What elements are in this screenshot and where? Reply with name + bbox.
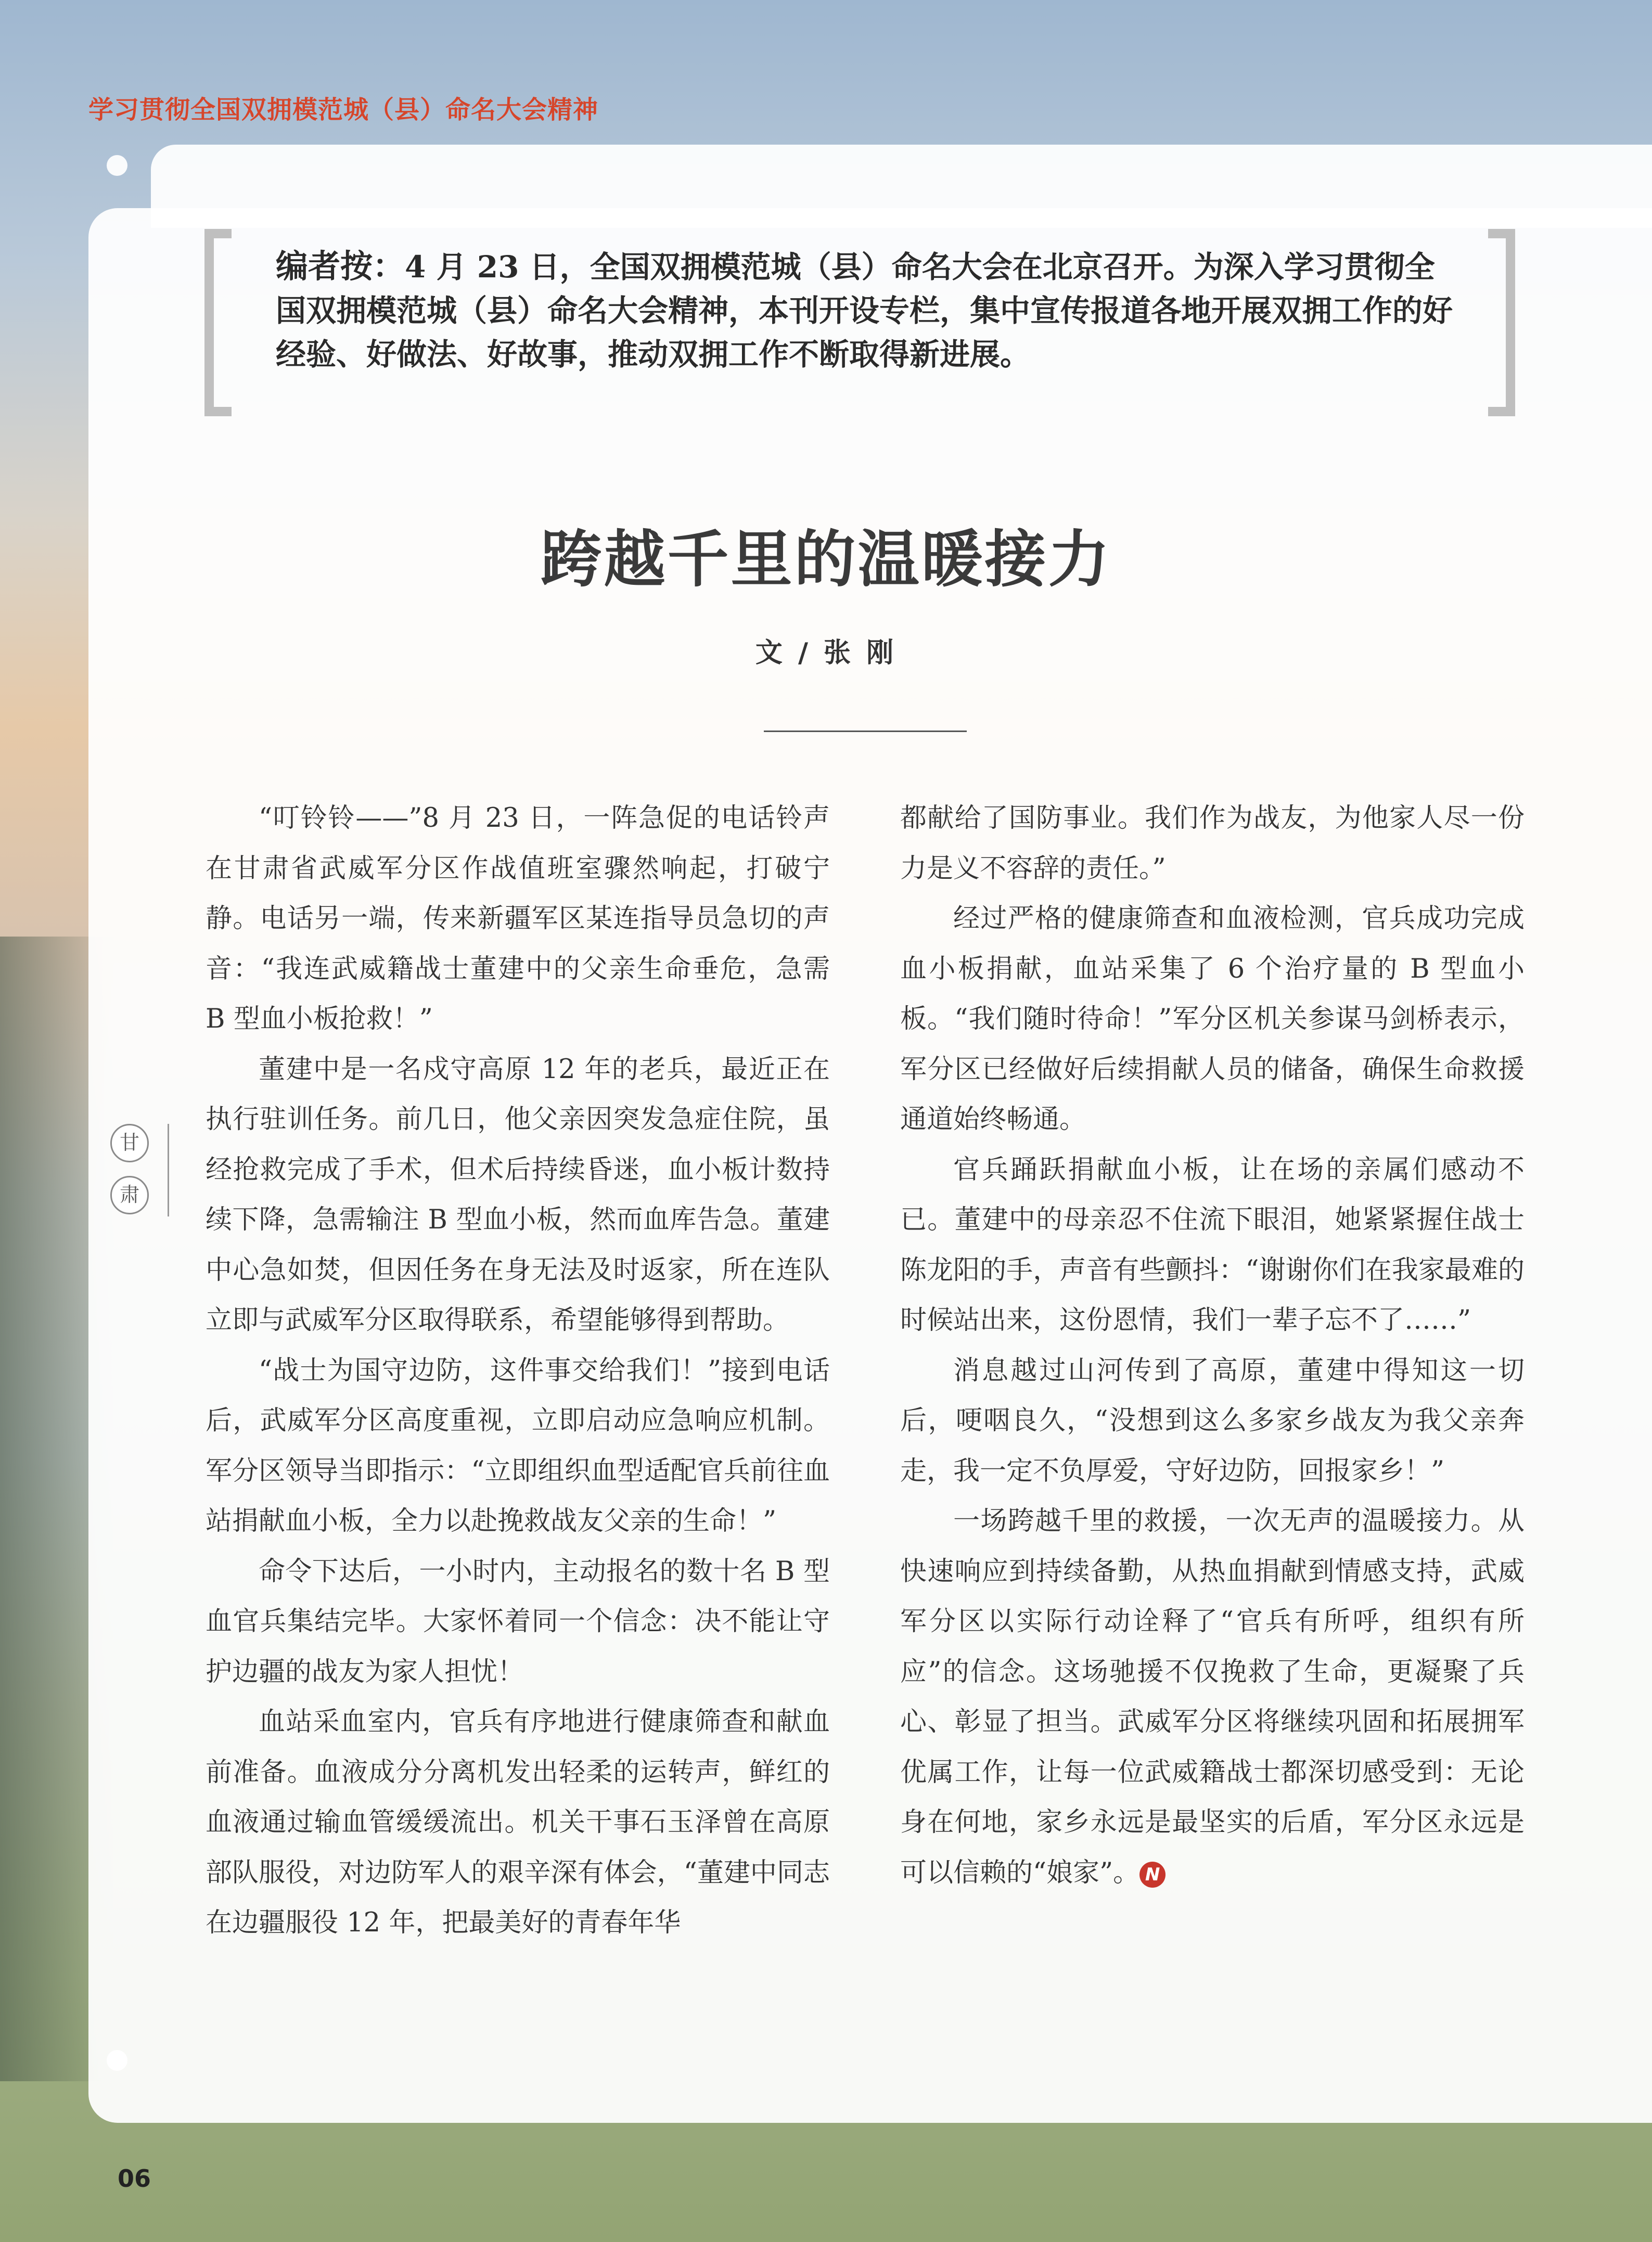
paragraph: “战士为国守边防，这件事交给我们！”接到电话后，武威军分区高度重视，立即启动应急响应机制。军分区领导当即指示：“立即组织血型适配官兵前往血站捐献血小板，全力以赴挽救战友父亲的生命！” xyxy=(206,1355,830,1536)
panel-notch xyxy=(107,2050,127,2071)
region-char: 甘 xyxy=(110,1124,149,1162)
page-number: 06 xyxy=(118,2164,151,2193)
editor-note-label: 编者按： xyxy=(276,247,405,285)
paragraph: 董建中是一名戍守高原 12 年的老兵，最近正在执行驻训任务。前几日，他父亲因突发急症住院，虽经抢救完成了手术，但术后持续昏迷，血小板计数持续下降，急需输注 B 型血小板，然而血库告急。董建中心急如焚，但因任务在身无法及时返家，所在连队立即与武威军分区取得联系，希望能够得到帮助。 xyxy=(206,1054,830,1336)
editor-note-text: 4 月 23 日，全国双拥模范城（县）命名大会在北京召开。为深入学习贯彻全国双拥模范城（县）命名大会精神，本刊开设专栏，集中宣传报道各地开展双拥工作的好经验、好做法、好故事，推动双拥工作不断取得新进展。 xyxy=(276,249,1453,372)
editor-note xyxy=(276,245,1462,376)
article-column-right xyxy=(900,793,1525,1898)
right-bracket xyxy=(1488,229,1515,416)
region-side-tag xyxy=(110,1124,168,1228)
title-divider xyxy=(764,731,967,732)
end-mark-icon: N xyxy=(1139,1862,1166,1888)
article-byline: 文 / 张 刚 xyxy=(755,637,897,669)
panel-notch xyxy=(107,155,127,176)
article-column-left xyxy=(206,793,830,1949)
paragraph-final xyxy=(900,1496,1525,1898)
region-char: 肃 xyxy=(110,1176,149,1214)
paragraph: 命令下达后，一小时内，主动报名的数十名 B 型血官兵集结完毕。大家怀着同一个信念：决不能让守护边疆的战友为家人担忧！ xyxy=(206,1556,830,1687)
section-header: 学习贯彻全国双拥模范城（县）命名大会精神 xyxy=(88,95,599,124)
paragraph: 官兵踊跃捐献血小板，让在场的亲属们感动不已。董建中的母亲忍不住流下眼泪，她紧紧握住战士陈龙阳的手，声音有些颤抖：“谢谢你们在我家最难的时候站出来，这份恩情，我们一辈子忘不了……” xyxy=(900,1154,1525,1336)
paragraph-continuation: 都献给了国防事业。我们作为战友，为他家人尽一份力是义不容辞的责任。” xyxy=(900,803,1525,884)
paragraph: 经过严格的健康筛查和血液检测，官兵成功完成血小板捐献，血站采集了 6 个治疗量的 B 型血小板。“我们随时待命！”军分区机关参谋马剑桥表示，军分区已经做好后续捐献人员的储备，确保生命救援通道始终畅通。 xyxy=(900,903,1525,1135)
paragraph: 消息越过山河传到了高原，董建中得知这一切后，哽咽良久，“没想到这么多家乡战友为我父亲奔走，我一定不负厚爱，守好边防，回报家乡！” xyxy=(900,1355,1525,1487)
side-tag-line xyxy=(168,1124,169,1216)
paragraph: “叮铃铃——”8 月 23 日，一阵急促的电话铃声在甘肃省武威军分区作战值班室骤然响起，打破宁静。电话另一端，传来新疆军区某连指导员急切的声音：“我连武威籍战士董建中的父亲生命垂危，急需 B 型血小板抢救！” xyxy=(206,803,830,1034)
left-bracket xyxy=(204,229,232,416)
article-title: 跨越千里的温暖接力 xyxy=(540,523,1112,595)
paragraph-final-text: 一场跨越千里的救援，一次无声的温暖接力。从快速响应到持续备勤，从热血捐献到情感支持，武威军分区以实际行动诠释了“官兵有所呼，组织有所应”的信念。这场驰援不仅挽救了生命，更凝聚了兵心、彰显了担当。武威军分区将继续巩固和拓展拥军优属工作，让每一位武威籍战士都深切感受到：无论身在何地，家乡永远是最坚实的后盾，军分区永远是可以信赖的“娘家”。 xyxy=(900,1506,1525,1888)
paragraph: 血站采血室内，官兵有序地进行健康筛查和献血前准备。血液成分分离机发出轻柔的运转声，鲜红的血液通过输血管缓缓流出。机关干事石玉泽曾在高原部队服役，对边防军人的艰辛深有体会，“董建中同志在边疆服役 12 年，把最美好的青春年华 xyxy=(206,1707,830,1938)
